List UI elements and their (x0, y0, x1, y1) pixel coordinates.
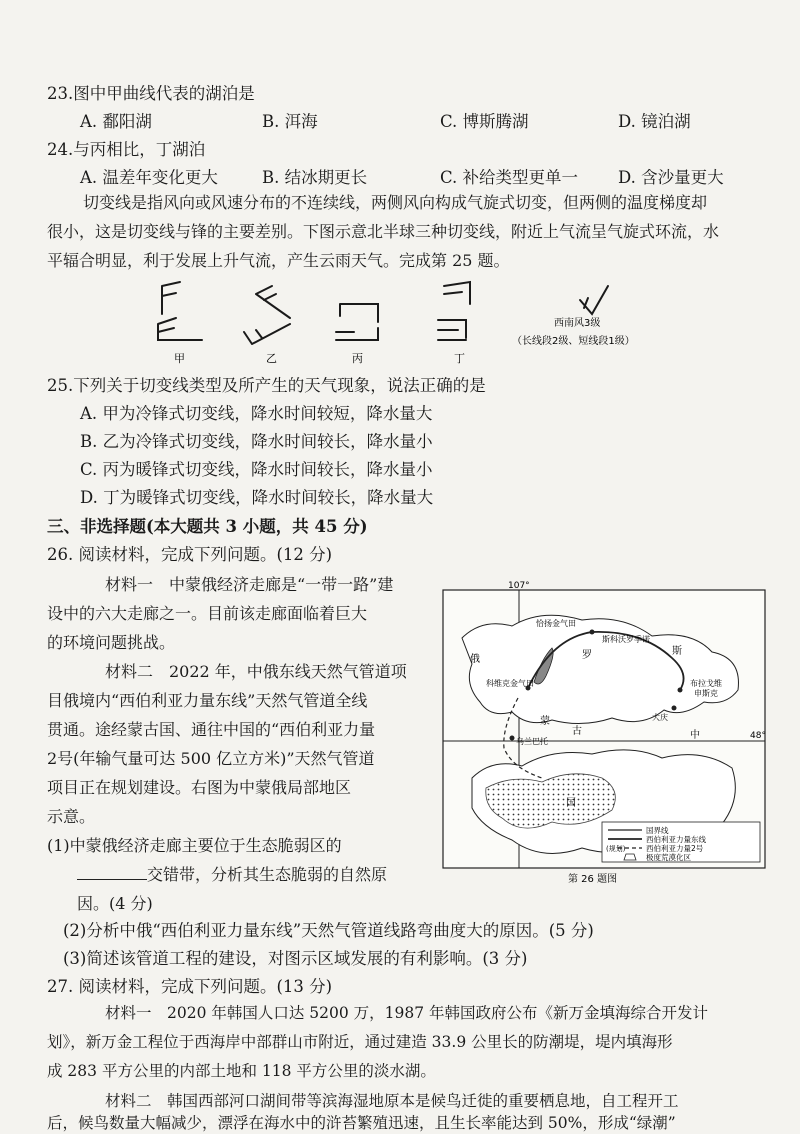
q24-option-d: D. 含沙量更大 (618, 168, 724, 187)
q26-sub-2: (2)分析中俄“西伯利亚力量东线”天然气管道线路弯曲度大的原因。(5 分) (63, 921, 594, 940)
q23-option-b: B. 洱海 (262, 112, 318, 131)
q23-option-a: A. 鄱阳湖 (80, 112, 152, 131)
city-dot (510, 736, 515, 741)
material-line: 2号(年输气量可达 500 亿立方米)”天然气管道 (47, 749, 375, 768)
material-line: 项目正在规划建设。右图为中蒙俄局部地区 (47, 778, 352, 797)
material-line: 目俄境内“西伯利亚力量东线”天然气管道全线 (47, 691, 368, 710)
material-line: 贯通。途经蒙古国、通往中国的“西伯利亚力量 (47, 720, 376, 739)
q26-stem: 26. 阅读材料，完成下列问题。(12 分) (47, 545, 333, 564)
legend-title: 西南风3级 (554, 318, 601, 329)
q27-stem: 27. 阅读材料，完成下列问题。(13 分) (47, 977, 333, 996)
lat-label: 48° (750, 731, 766, 741)
material-line: 示意。 (47, 807, 96, 826)
q25-option-c: C. 丙为暖锋式切变线，降水时间较长，降水量小 (80, 460, 433, 479)
place-label: 恰扬金气田 (536, 619, 576, 628)
barb-jia (158, 282, 202, 340)
country-char: 俄 (470, 654, 480, 665)
city-dot (672, 706, 677, 711)
material-line: 后，候鸟数量大幅减少，漂浮在海水中的浒苔繁殖迅速，且生长率能达到 50%，形成“绿潮” (47, 1114, 676, 1132)
answer-blank[interactable] (77, 865, 147, 880)
country-char: 斯 (672, 646, 682, 657)
country-char: 古 (572, 726, 582, 737)
barb-ding (438, 282, 470, 340)
place-label: 布拉戈维 (690, 679, 722, 688)
material-line: 设中的六大走廊之一。目前该走廊面临着巨大 (47, 604, 368, 623)
material-line: 成 283 平方公里的内部土地和 118 平方公里的淡水湖。 (47, 1062, 436, 1080)
q23-stem: 23.图中甲曲线代表的湖泊是 (47, 84, 255, 103)
q25-option-b: B. 乙为冷锋式切变线，降水时间较长，降水量小 (80, 432, 433, 451)
map-caption: 第 26 题图 (568, 874, 618, 885)
place-label: 申斯克 (694, 689, 718, 698)
country-char: 蒙 (540, 716, 550, 727)
q23-option-c: C. 博斯腾湖 (440, 112, 529, 131)
sub-line: (1)中蒙俄经济走廊主要位于生态脆弱区的 (47, 836, 342, 855)
material-line: 的环境问题挑战。 (47, 633, 176, 652)
country-char: 国 (566, 798, 576, 809)
q26-sub-3: (3)简述该管道工程的建设，对图示区域发展的有利影响。(3 分) (63, 949, 528, 968)
material-line: 材料一 中蒙俄经济走廊是“一带一路”建 (105, 575, 394, 594)
material-line: 材料一 2020 年韩国人口达 5200 万，1987 年韩国政府公布《新万金填海综合开发计 (105, 1004, 709, 1022)
country-char: 中 (690, 730, 700, 741)
material-line: 材料二 2022 年，中俄东线天然气管道项 (105, 662, 407, 681)
place-label: 乌兰巴托 (516, 737, 548, 746)
city-dot (678, 688, 683, 693)
q26-material-1 (47, 570, 442, 657)
q25-option-d: D. 丁为暖锋式切变线，降水时间较长，降水量大 (80, 488, 434, 507)
barb-yi (244, 286, 290, 344)
sub-line: 因。(4 分) (77, 894, 153, 913)
material-line: 材料二 韩国西部河口湖间带等滨海湿地原本是候鸟迁徙的重要栖息地，自工程开工 (105, 1092, 679, 1110)
shear-line-figure (140, 274, 680, 366)
city-dot (590, 630, 595, 635)
q26-sub-1 (47, 831, 442, 918)
country-char: 罗 (582, 650, 592, 661)
legend-item: 西伯利亚力量2号 (646, 844, 704, 853)
map-legend (602, 822, 760, 862)
label-bing: 丙 (352, 352, 363, 365)
q25-stem: 25.下列关于切变线类型及所产生的天气现象，说法正确的是 (47, 376, 486, 395)
place-label: 科维克金气田 (486, 679, 534, 688)
legend-note: （长线段2级、短线段1级） (512, 336, 635, 347)
q24-option-a: A. 温差年变化更大 (80, 168, 218, 187)
q24-option-c: C. 补给类型更单一 (440, 168, 579, 187)
material-line: 划》，新万金工程位于西海岸中部群山市附近，通过建造 33.9 公里长的防潮堤，堤内填海形 (47, 1033, 673, 1051)
label-ding: 丁 (454, 352, 465, 365)
intro-line: 切变线是指风向或风速分布的不连续线，两侧风向构成气旋式切变，但两侧的温度梯度却 (83, 193, 708, 212)
legend-barb (580, 286, 608, 314)
sub-line: 交错带，分析其生态脆弱的自然原 (147, 865, 388, 884)
section-heading: 三、非选择题(本大题共 3 小题，共 45 分) (47, 517, 368, 536)
q24-stem: 24.与丙相比，丁湖泊 (47, 140, 206, 159)
legend-planned-tag: (规划) (606, 845, 626, 853)
sino-mongolia-russia-map (442, 578, 768, 886)
q23-option-d: D. 镜泊湖 (618, 112, 691, 131)
q25-option-a: A. 甲为冷锋式切变线，降水时间较短，降水量大 (80, 404, 433, 423)
intro-line: 平辐合明显，利于发展上升气流，产生云雨天气。完成第 25 题。 (47, 251, 510, 270)
place-label: 斯科沃罗季诺 (602, 635, 650, 644)
legend-item: 国界线 (646, 826, 669, 835)
place-label: 大庆 (652, 713, 668, 722)
label-yi: 乙 (266, 352, 277, 365)
legend-item: 极度荒漠化区 (646, 853, 691, 862)
lon-label: 107° (508, 581, 530, 591)
q27-material-2 (47, 1090, 767, 1134)
intro-line: 很小，这是切变线与锋的主要差别。下图示意北半球三种切变线，附近上气流呈气旋式环流，水 (47, 222, 720, 241)
legend-item: 西伯利亚力量东线 (646, 835, 706, 844)
q24-option-b: B. 结冰期更长 (262, 168, 368, 187)
barb-bing (336, 304, 378, 340)
shear-line-intro (47, 188, 767, 275)
q26-material-2 (47, 657, 442, 831)
q27-material-1 (47, 999, 767, 1086)
label-jia: 甲 (174, 352, 185, 365)
